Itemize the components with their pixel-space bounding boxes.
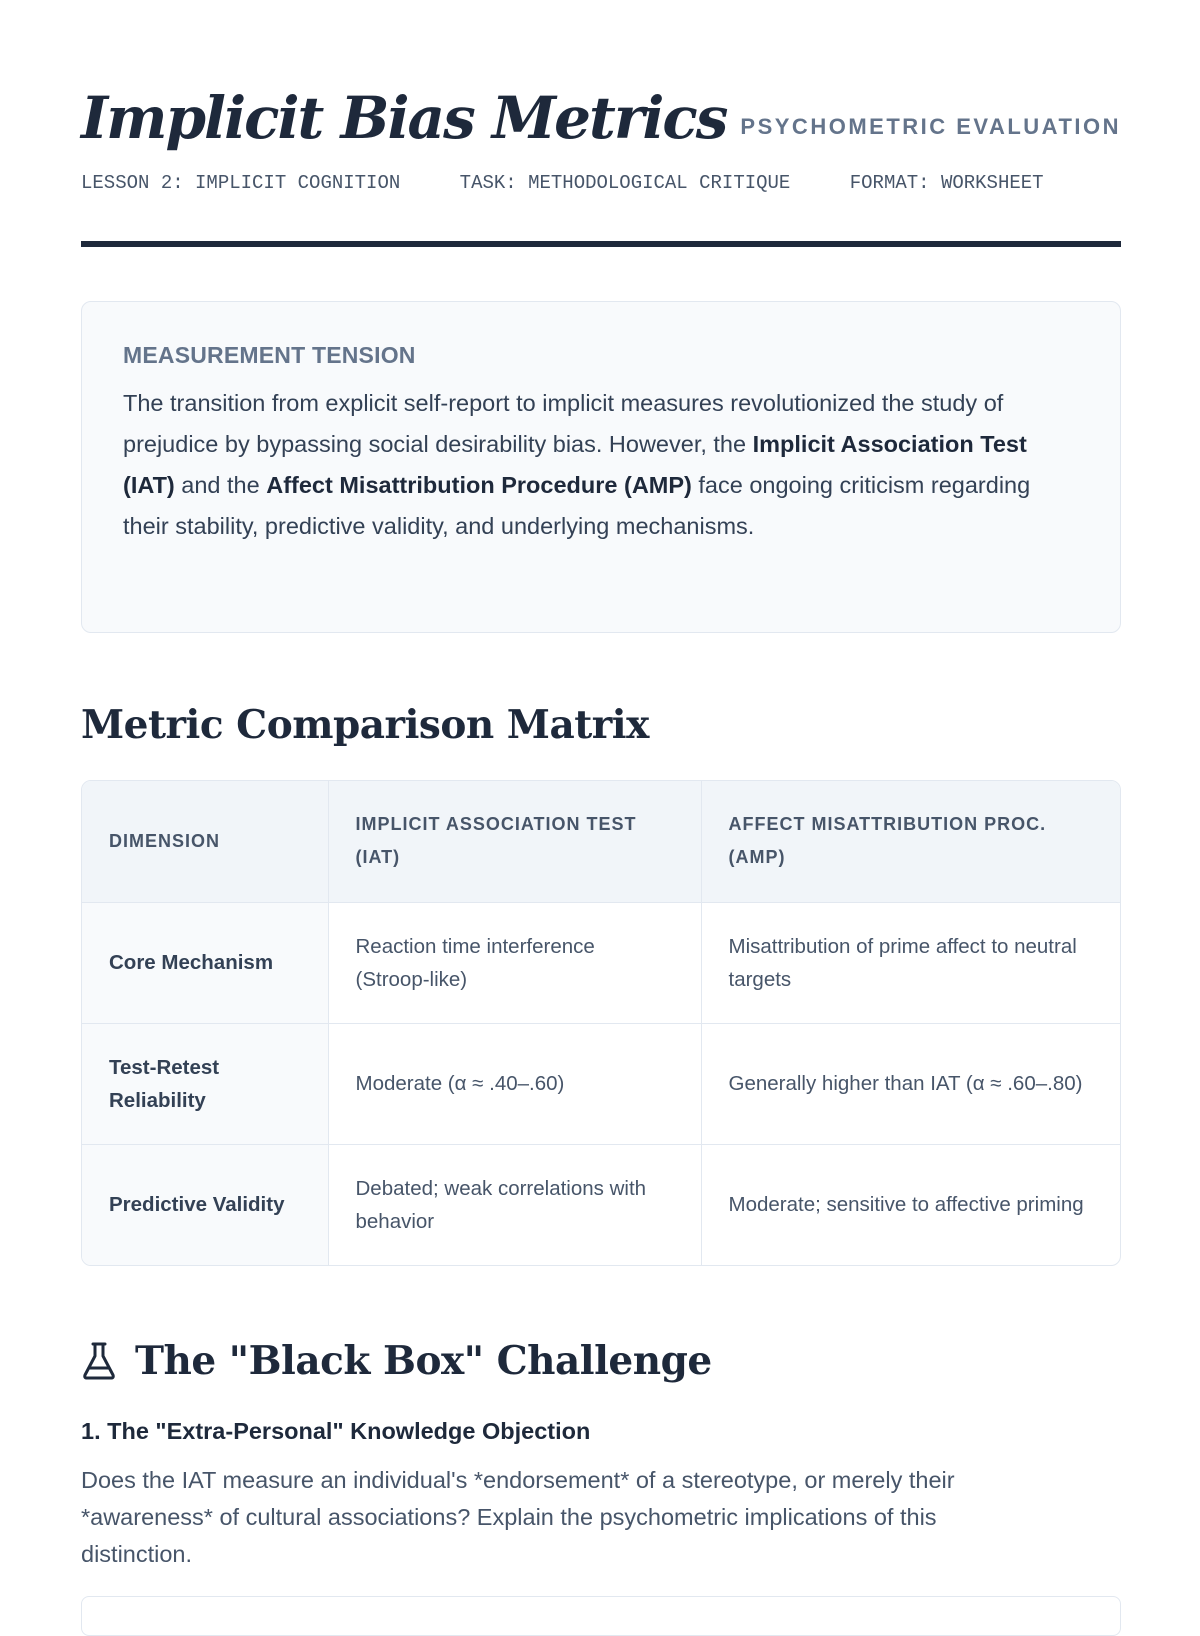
iat-cell: Moderate (α ≈ .40–.60) [328, 1023, 701, 1144]
metric-comparison-table [81, 780, 1121, 1266]
column-header-amp: AFFECT MISATTRIBUTION PROC. (AMP) [701, 781, 1120, 902]
page-title: Implicit Bias Metrics [81, 84, 727, 152]
flask-icon [81, 1341, 117, 1381]
row-dimension: Core Mechanism [82, 902, 328, 1023]
challenge-section-title [81, 1338, 712, 1384]
iat-cell: Reaction time interference (Stroop-like) [328, 902, 701, 1023]
callout-bold-iat: Implicit Association Test (IAT) [123, 431, 1027, 498]
amp-cell: Generally higher than IAT (α ≈ .60–.80) [701, 1023, 1120, 1144]
table-row [82, 1144, 1120, 1265]
amp-cell: Misattribution of prime affect to neutral targets [701, 902, 1120, 1023]
iat-cell: Debated; weak correlations with behavior [328, 1144, 701, 1265]
measurement-tension-callout [81, 301, 1121, 633]
amp-cell: Moderate; sensitive to affective priming [728, 1193, 1084, 1217]
meta-format: FORMAT: WORKSHEET [849, 172, 1044, 194]
callout-text-2: and the [174, 472, 267, 498]
callout-text-1: The transition from explicit self-report to implicit measures revolutionized the study of prejudice by bypassing social desirability bias. However, the [123, 390, 1004, 457]
answer-input-box[interactable] [81, 1596, 1121, 1636]
callout-body [123, 383, 1079, 547]
question-1-title: 1. The "Extra-Personal" Knowledge Objection [81, 1418, 591, 1444]
lesson-meta [81, 172, 1121, 194]
table-row [82, 1023, 1120, 1144]
matrix-section-title: Metric Comparison Matrix [81, 702, 649, 748]
question-1-body: Does the IAT measure an individual's *endorsement* of a stereotype, or merely their *awareness* of cultural associations? Explain the psychometric implications of this distinction. [81, 1467, 955, 1567]
row-dimension: Test-Retest Reliability [82, 1023, 328, 1144]
callout-heading: MEASUREMENT TENSION [123, 342, 416, 368]
page-header [81, 78, 1121, 158]
meta-lesson: LESSON 2: IMPLICIT COGNITION [81, 172, 401, 194]
page-subtitle: PSYCHOMETRIC EVALUATION [740, 114, 1121, 139]
row-dimension: Predictive Validity [82, 1144, 328, 1265]
table-row [82, 902, 1120, 1023]
meta-task: TASK: METHODOLOGICAL CRITIQUE [459, 172, 791, 194]
column-header-iat: IMPLICIT ASSOCIATION TEST (IAT) [328, 781, 701, 902]
callout-bold-amp: Affect Misattribution Procedure (AMP) [266, 472, 692, 498]
callout-text-3: face ongoing criticism regarding their stability, predictive validity, and underlying mechanisms. [123, 472, 1031, 539]
column-header-dimension: DIMENSION [82, 781, 328, 902]
challenge-title-text: The "Black Box" Challenge [135, 1338, 712, 1384]
header-divider [81, 241, 1121, 247]
table-header-row [82, 781, 1120, 902]
